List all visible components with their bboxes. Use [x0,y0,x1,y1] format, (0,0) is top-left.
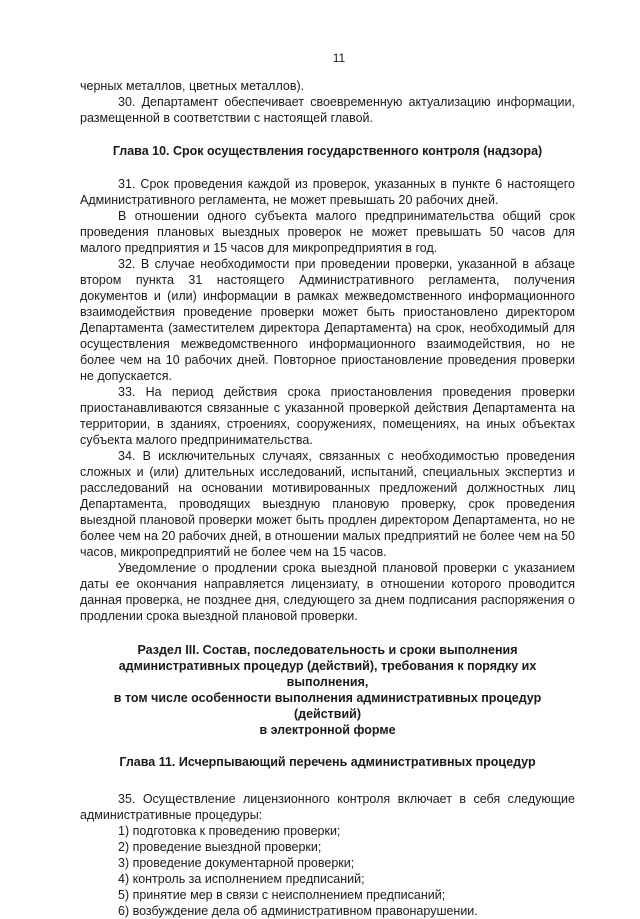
section-3-title [80,642,575,738]
list-item: 4) контроль за исполнением предписаний; [118,872,365,886]
list-item: 2) проведение выездной проверки; [118,840,322,854]
section-3-title-line: в электронной форме [259,723,396,737]
paragraph-33: 33. На период действия срока приостановления проведения проверки приостанавливаются связанные с указанной проверкой действия Департамента на территории, в зданиях, строениях, сооружениях, помещениях, на иных объектах субъекта малого предпринимательства. [80,385,575,447]
list-item: 1) подготовка к проведению проверки; [118,824,341,838]
chapter-10-title: Глава 10. Срок осуществления государственного контроля (надзора) [112,144,543,158]
chapter-11-title: Глава 11. Исчерпывающий перечень административных процедур [119,755,536,769]
paragraph-31: 31. Срок проведения каждой из проверок, указанных в пункте 6 настоящего Административного регламента, не может превышать 20 рабочих дней. [80,177,575,207]
paragraph-31-small-business: В отношении одного субъекта малого предпринимательства общий срок проведения плановых выездных проверок не может превышать 50 часов для малого предприятия и 15 часов для микропредприятия в год. [80,209,575,255]
paragraph-continuation: черных металлов, цветных металлов). [80,79,305,93]
paragraph-34: 34. В исключительных случаях, связанных с необходимостью проведения сложных и (или) длительных исследований, испытаний, специальных экспертиз и расследований на основании мотивированных предложений должностных лиц Департамента, проводящих выездную плановую проверку, срок проведения выездной плановой проверки может быть продлен директором Департамента, но не более чем на 20 рабочих дней, в отношении малых предприятий не более чем на 50 часов, микропредприятий не более чем на 15 часов. [80,449,575,559]
list-item: 3) проведение документарной проверки; [118,856,355,870]
list-item: 5) принятие мер в связи с неисполнением предписаний; [118,888,446,902]
section-3-title-line: Раздел III. Состав, последовательность и сроки выполнения [137,643,518,657]
page-number: 11 [332,51,346,65]
document-body [80,78,575,919]
paragraph-34-notification: Уведомление о продлении срока выездной плановой проверки с указанием даты ее окончания направляется лицензиату, в отношении которого проводится данная проверка, не позднее дня, следующего за днем подписания распоряжения о продлении срока выездной плановой проверки. [80,561,575,623]
paragraph-32: 32. В случае необходимости при проведении проверки, указанной в абзаце втором пункта 31 настоящего Административного регламента, получения документов и (или) информации в рамках межведомственного информационного взаимодействия проведение проверки может быть приостановлено директором Департамента (заместителем директора Департамента) на срок, необходимый для осуществления межведомственного информационного взаимодействия, но не более чем на 10 рабочих дней. Повторное приостановление проведения проверки не допускается. [80,257,575,383]
paragraph-30: 30. Департамент обеспечивает своевременную актуализацию информации, размещенной в соответствии с настоящей главой. [80,95,575,125]
paragraph-35: 35. Осуществление лицензионного контроля включает в себя следующие административные процедуры: [80,792,575,822]
section-3-title-line: в том числе особенности выполнения административных процедур (действий) [113,691,542,721]
section-3-title-line: административных процедур (действий), требования к порядку их выполнения, [118,659,537,689]
list-item: 6) возбуждение дела об административном правонарушении. [118,904,478,918]
